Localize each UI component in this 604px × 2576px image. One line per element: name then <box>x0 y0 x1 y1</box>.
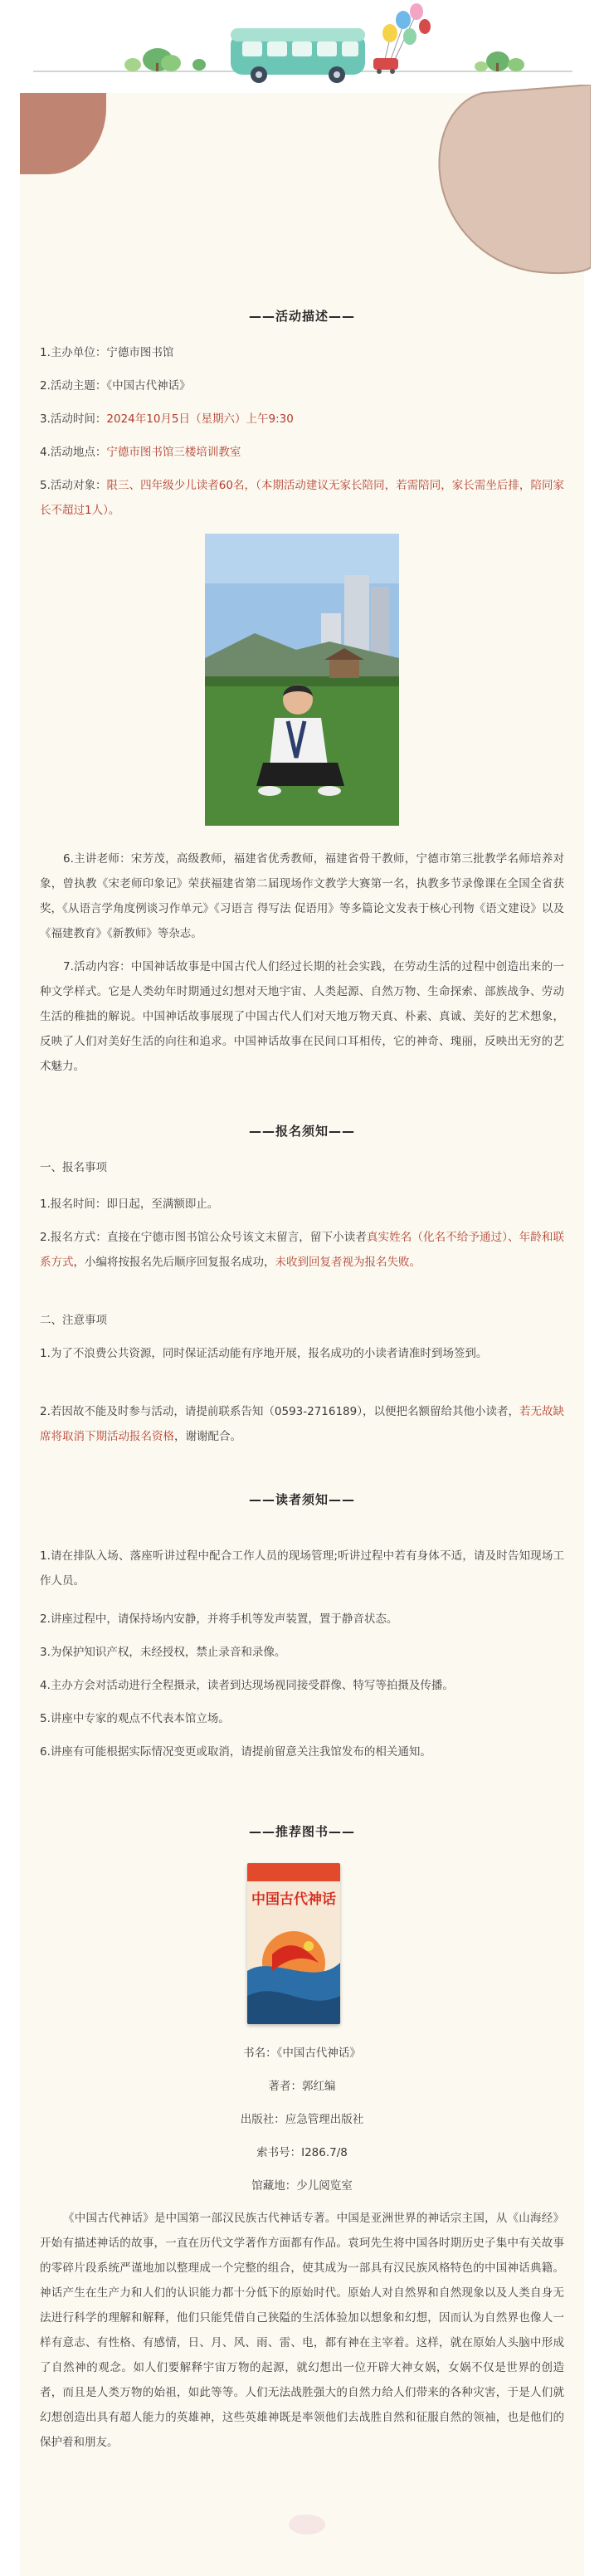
reader-note-3: 3.为保护知识产权，未经授权，禁止录音和录像。 <box>40 1646 286 1659</box>
book-cover-title: 中国古代神话 <box>251 1891 336 1908</box>
activity-item-host: 1.主办单位：宁德市图书馆 <box>40 346 174 359</box>
activity-item-audience: 5.活动对象：限三、四年级少儿读者60名，（本期活动建议无家长陪同，若需陪同，家长需坐后排，陪同家长不超过1人）。 <box>40 479 564 517</box>
activity-item-place: 4.活动地点：宁德市图书馆三楼培训教室 <box>40 446 241 459</box>
bus-illustration <box>0 0 604 93</box>
register-time: 1.报名时间：即日起，至满额即止。 <box>40 1198 219 1211</box>
section-title-register: ——报名须知—— <box>248 1124 355 1139</box>
balloons-icon <box>382 3 431 66</box>
activity-content: 7.活动内容：中国神话故事是中国古代人们经过长期的社会实践，在劳动生活的过程中创造出来的一种文学样式。它是人类幼年时期通过幻想对天地宇宙、人类起源、自然万物、生命探索、部族战争、劳动生活的稚拙的解说。中国神话故事展现了中国古代人们对天地万物天真、朴素、真诚、美好的艺术想象，反映了人们对美好生活的向往和追求。中国神话故事在民间口耳相传，它的神奇、瑰丽，反映出无穷的艺术魅力。 <box>40 960 564 1073</box>
activity-speaker: 6.主讲老师：宋芳茂，高级教师，福建省优秀教师，福建省骨干教师，宁德市第三批教学名师培养对象，曾执教《宋老师印象记》荣获福建省第二届现场作文教学大赛第一名，执教多节录像课在全国全省获奖，《从语言学角度例谈习作单元》《习语言 得写法 促语用》等多篇论文发表于核心刊物《语文建设》以及《福建教育》《新教师》等杂志。 <box>40 852 564 940</box>
register-method: 2.报名方式：直接在宁德市图书馆公众号该文末留言，留下小读者真实姓名（化名不给予通过）、年龄和联系方式，小编将按报名先后顺序回复报名成功，未收到回复者视为报名失败。 <box>40 1231 564 1269</box>
register-heading-1: 一、报名事项 <box>40 1161 107 1174</box>
section-title-activity: ——活动描述—— <box>248 309 355 324</box>
reader-note-5: 5.讲座中专家的观点不代表本馆立场。 <box>40 1712 230 1725</box>
book-author: 著者：郭红编 <box>268 2080 336 2093</box>
register-note-1: 1.为了不浪费公共资源，同时保证活动能有序地开展，报名成功的小读者请准时到场签到。 <box>40 1347 488 1360</box>
speaker-photo <box>205 534 399 826</box>
bus-icon <box>231 28 365 83</box>
tree-right-group <box>475 51 524 71</box>
reader-note-6: 6.讲座有可能根据实际情况变更或取消，请提前留意关注我馆发布的相关通知。 <box>40 1745 431 1759</box>
book-intro: 《中国古代神话》是中国第一部汉民族古代神话专著。中国是亚洲世界的神话宗主国，从《山海经》开始有描述神话的故事，一直在历代文学著作方面都有作品。袁珂先生将中国各时期历史子集中有关故事的零碎片段系统严谨地加以整理成一个完整的组合，使其成为一部具有汉民族风格特色的中国神话典籍。神话产生在生产力和人们的认识能力都十分低下的原始时代。原始人对自然界和自然现象以及人类自身无法进行科学的理解和解释，他们只能凭借自己狭隘的生活体验加以想象和幻想，因而认为自然界也像人一样有意志、有性格、有感情，日、月、风、雨、雷、电，都有神在主宰着。这样，就在原始人头脑中形成了自然神的观念。如人们要解释宇宙万物的起源，就幻想出一位开辟大神女娲，女娲不仅是世界的创造者，而且是人类万物的始祖，如此等等。人们无法战胜强大的自然力给人们带来的各种灾害，于是人们就幻想创造出具有超人能力的英雄神，这些英雄神既是率领他们去战胜自然和征服自然的领袖，也是他们的保护着和朋友。 <box>40 2212 564 2449</box>
book-name: 书名：《中国古代神话》 <box>243 2047 361 2060</box>
book-publisher: 出版社：应急管理出版社 <box>240 2113 364 2126</box>
reader-note-4: 4.主办方会对活动进行全程摄录，读者到达现场视同接受群像、特写等拍摄及传播。 <box>40 1679 454 1692</box>
header-banner <box>0 0 604 93</box>
register-note-2: 2.若因故不能及时参与活动，请提前联系告知（0593-2716189），以便把名额留给其他小读者，若无故缺席将取消下期活动报名资格，谢谢配合。 <box>40 1405 565 1443</box>
book-callno: 索书号：I286.7/8 <box>256 2146 348 2159</box>
reader-note-2: 2.讲座过程中，请保持场内安静，并将手机等发声装置，置于静音状态。 <box>40 1612 398 1626</box>
tree-left-group <box>124 48 206 71</box>
activity-item-theme: 2.活动主题：《中国古代神话》 <box>40 379 191 393</box>
section-title-books: ——推荐图书—— <box>248 1824 355 1839</box>
reader-note-1: 1.请在排队入场、落座听讲过程中配合工作人员的现场管理;听讲过程中若有身体不适，请及时告知现场工作人员。 <box>40 1549 564 1588</box>
section-title-reader: ——读者须知—— <box>248 1492 355 1507</box>
register-heading-2: 二、注意事项 <box>40 1314 107 1327</box>
flower-decoration-icon <box>282 2506 332 2539</box>
book-location: 馆藏地：少儿阅览室 <box>251 2179 353 2193</box>
content-card <box>20 93 584 2576</box>
book-cover <box>247 1863 340 2024</box>
decor-blob-right <box>433 85 591 277</box>
activity-item-time: 3.活动时间：2024年10月5日（星期六）上午9:30 <box>40 412 294 426</box>
